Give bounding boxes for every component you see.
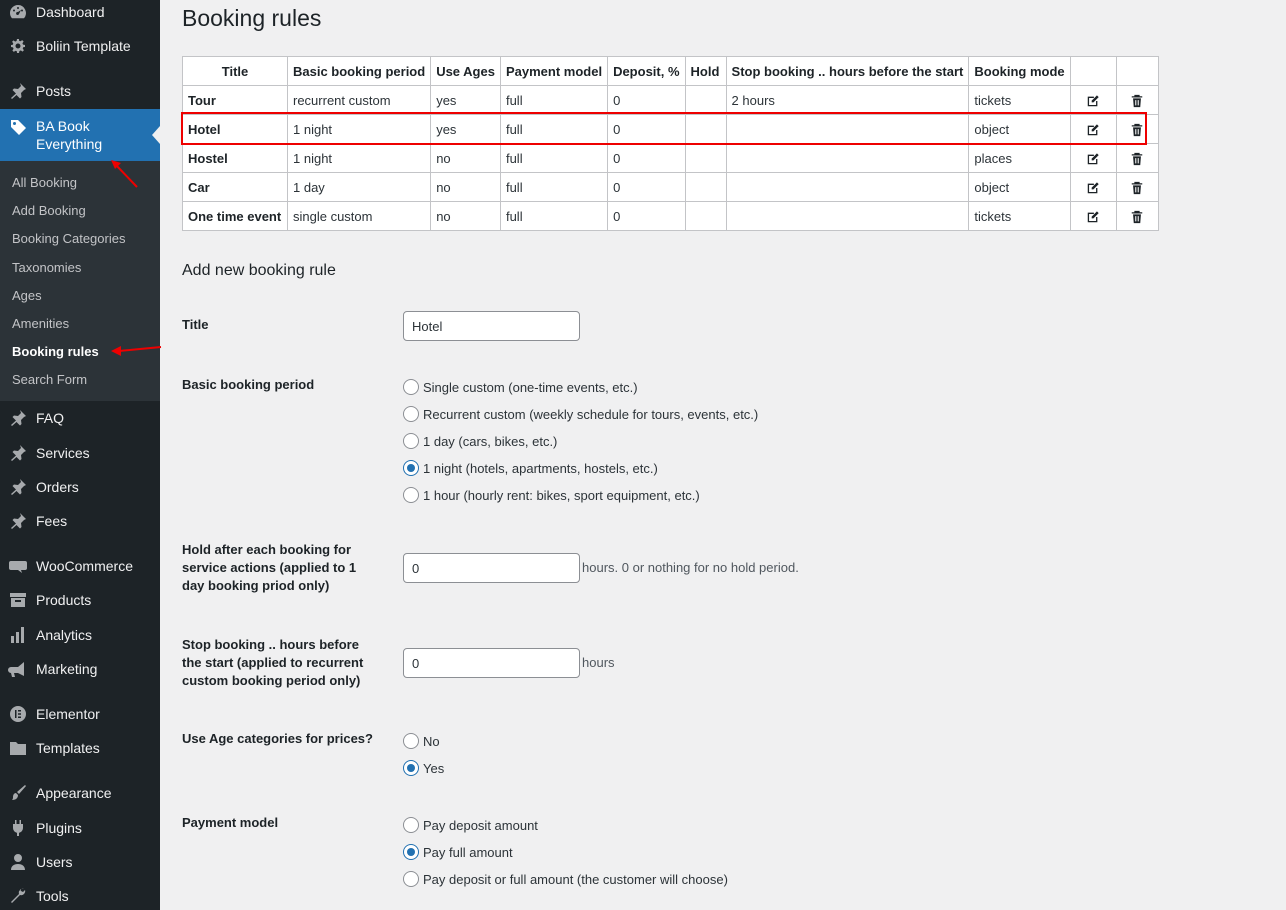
wrench-icon	[0, 886, 36, 906]
table-cell	[726, 202, 969, 231]
table-cell: 2 hours	[726, 86, 969, 115]
payment-model-label: Payment model	[182, 815, 279, 830]
column-header-period: Basic booking period	[288, 57, 431, 86]
table-cell: no	[431, 144, 501, 173]
table-cell: 1 night	[288, 144, 431, 173]
menu-item-elementor[interactable]: Elementor	[0, 697, 160, 731]
hold-hint: hours. 0 or nothing for no hold period.	[582, 560, 799, 575]
dashboard-icon	[0, 2, 36, 22]
delete-button[interactable]	[1116, 115, 1158, 144]
booking-rules-table	[182, 56, 1159, 231]
radio-button[interactable]	[403, 844, 419, 860]
radio-label: Yes	[423, 760, 445, 776]
stop-booking-label: Stop booking .. hours before the start (applied to recurrent custom booking period only)	[182, 637, 364, 688]
submenu-all-booking[interactable]: All Booking	[12, 175, 78, 190]
column-header-title: Title	[183, 57, 288, 86]
submenu-search-form[interactable]: Search Form	[12, 372, 88, 387]
megaphone-icon	[0, 659, 36, 679]
table-cell: recurrent custom	[288, 86, 431, 115]
table-cell	[685, 86, 726, 115]
menu-item-ba-book-everything[interactable]: BA Book Everything	[0, 109, 160, 161]
pin-icon	[0, 477, 36, 497]
use-ages-label: Use Age categories for prices?	[182, 731, 373, 746]
menu-item-appearance[interactable]: Appearance	[0, 776, 160, 810]
radio-label: 1 night (hotels, apartments, hostels, etc.)	[423, 460, 658, 476]
submenu-booking-rules[interactable]: Booking rules	[12, 344, 99, 359]
period-option[interactable]	[403, 433, 557, 449]
menu-item-faq[interactable]: FAQ	[0, 401, 160, 435]
menu-item-posts[interactable]: Posts	[0, 74, 160, 108]
table-cell: single custom	[288, 202, 431, 231]
edit-icon	[1086, 92, 1100, 107]
hold-input[interactable]	[403, 553, 580, 583]
radio-button[interactable]	[403, 406, 419, 422]
trash-icon	[1130, 150, 1144, 165]
period-option[interactable]	[403, 460, 658, 476]
submenu-booking-categories[interactable]: Booking Categories	[12, 231, 126, 246]
submenu-taxonomies[interactable]: Taxonomies	[12, 260, 82, 275]
edit-icon	[1086, 208, 1100, 223]
table-cell: 0	[608, 144, 685, 173]
menu-item-services[interactable]: Services	[0, 436, 160, 470]
menu-item-dashboard[interactable]: Dashboard	[0, 0, 160, 29]
menu-item-users[interactable]: Users	[0, 845, 160, 879]
radio-button[interactable]	[403, 433, 419, 449]
table-row	[183, 202, 1159, 231]
column-header-payment-model: Payment model	[500, 57, 607, 86]
folder-icon	[0, 738, 36, 758]
plug-icon	[0, 818, 36, 838]
user-icon	[0, 852, 36, 872]
elementor-icon	[0, 704, 36, 724]
annotation-arrow	[105, 340, 165, 360]
radio-label: 1 day (cars, bikes, etc.)	[423, 433, 558, 449]
submenu-add-booking[interactable]: Add Booking	[12, 203, 86, 218]
delete-button[interactable]	[1116, 144, 1158, 173]
table-cell: full	[500, 202, 607, 231]
menu-item-templates[interactable]: Templates	[0, 731, 160, 765]
period-label: Basic booking period	[182, 377, 315, 392]
use-ages-option[interactable]	[403, 760, 444, 776]
admin-sidebar	[0, 0, 160, 910]
current-menu-arrow	[152, 126, 160, 144]
radio-button[interactable]	[403, 460, 419, 476]
submenu-ages[interactable]: Ages	[12, 288, 42, 303]
table-cell: full	[500, 86, 607, 115]
table-cell	[685, 173, 726, 202]
radio-label: 1 hour (hourly rent: bikes, sport equipment, etc.)	[423, 487, 700, 503]
table-cell: no	[431, 202, 501, 231]
table-cell: full	[500, 144, 607, 173]
pin-icon	[0, 408, 36, 428]
edit-button[interactable]	[1070, 86, 1116, 115]
menu-item-products[interactable]: Products	[0, 583, 160, 617]
trash-icon	[1130, 92, 1144, 107]
radio-label: Pay deposit amount	[423, 817, 538, 833]
radio-button[interactable]	[403, 487, 419, 503]
table-cell: full	[500, 173, 607, 202]
column-header-delete	[1116, 57, 1158, 86]
brush-icon	[0, 783, 36, 803]
menu-item-marketing[interactable]: Marketing	[0, 652, 160, 686]
menu-item-boliin-template[interactable]: Boliin Template	[0, 29, 160, 63]
table-cell: yes	[431, 115, 501, 144]
menu-item-analytics[interactable]: Analytics	[0, 618, 160, 652]
trash-icon	[1130, 121, 1144, 136]
annotation-arrow	[105, 155, 145, 195]
rule-title-cell: Car	[183, 173, 288, 202]
table-cell	[685, 115, 726, 144]
table-row	[183, 86, 1159, 115]
column-header-booking-mode: Booking mode	[969, 57, 1070, 86]
payment-option[interactable]	[403, 817, 538, 833]
edit-button[interactable]	[1070, 115, 1116, 144]
radio-button[interactable]	[403, 760, 419, 776]
pin-icon	[0, 511, 36, 531]
stop-booking-hint: hours	[582, 655, 615, 670]
archive-icon	[0, 590, 36, 610]
table-cell: full	[500, 115, 607, 144]
radio-button[interactable]	[403, 871, 419, 887]
edit-button[interactable]	[1070, 202, 1116, 231]
payment-option[interactable]	[403, 871, 728, 887]
menu-item-plugins[interactable]: Plugins	[0, 811, 160, 845]
edit-button[interactable]	[1070, 144, 1116, 173]
page-title: Booking rules	[182, 5, 322, 31]
column-header-hold: Hold	[685, 57, 726, 86]
radio-label: Single custom (one-time events, etc.)	[423, 379, 638, 395]
use-ages-option[interactable]	[403, 733, 440, 749]
stop-booking-input[interactable]	[403, 648, 580, 678]
menu-item-fees[interactable]: Fees	[0, 504, 160, 538]
hold-label: Hold after each booking for service actions (applied to 1 day booking priod only)	[182, 542, 357, 593]
edit-icon	[1086, 150, 1100, 165]
table-cell: 0	[608, 115, 685, 144]
rule-title-cell: One time event	[183, 202, 288, 231]
column-header-use-ages: Use Ages	[431, 57, 501, 86]
table-cell: object	[969, 173, 1070, 202]
radio-button[interactable]	[403, 733, 419, 749]
gear-icon	[0, 36, 36, 56]
table-cell: places	[969, 144, 1070, 173]
table-row	[183, 115, 1159, 144]
rule-title-cell: Hotel	[183, 115, 288, 144]
radio-button[interactable]	[403, 379, 419, 395]
period-option[interactable]	[403, 379, 638, 395]
title-label: Title	[182, 317, 209, 332]
radio-button[interactable]	[403, 817, 419, 833]
chart-bar-icon	[0, 625, 36, 645]
menu-item-woocommerce[interactable]: WooCommerce	[0, 549, 160, 583]
table-row	[183, 144, 1159, 173]
form-title: Add new booking rule	[182, 262, 336, 279]
menu-item-orders[interactable]: Orders	[0, 470, 160, 504]
radio-label: No	[423, 733, 440, 749]
rule-title-cell: Tour	[183, 86, 288, 115]
pin-icon	[0, 81, 36, 101]
radio-label: Pay full amount	[423, 844, 513, 860]
table-cell: object	[969, 115, 1070, 144]
table-cell: 0	[608, 202, 685, 231]
period-option[interactable]	[403, 487, 700, 503]
column-header-stop-booking: Stop booking .. hours before the start	[726, 57, 969, 86]
column-header-deposit: Deposit, %	[608, 57, 685, 86]
submenu-amenities[interactable]: Amenities	[12, 316, 70, 331]
pin-icon	[0, 443, 36, 463]
table-cell: tickets	[969, 202, 1070, 231]
table-cell: tickets	[969, 86, 1070, 115]
table-cell: 1 day	[288, 173, 431, 202]
trash-icon	[1130, 208, 1144, 223]
table-row	[183, 173, 1159, 202]
radio-label: Recurrent custom (weekly schedule for tours, events, etc.)	[423, 406, 759, 422]
edit-icon	[1086, 179, 1100, 194]
table-cell	[726, 173, 969, 202]
rule-title-cell: Hostel	[183, 144, 288, 173]
table-cell: no	[431, 173, 501, 202]
table-cell: yes	[431, 86, 501, 115]
trash-icon	[1130, 179, 1144, 194]
submenu	[0, 161, 160, 401]
column-header-edit	[1070, 57, 1116, 86]
radio-label: Pay deposit or full amount (the customer will choose)	[423, 871, 728, 887]
table-header-row	[183, 57, 1159, 86]
table-cell	[726, 115, 969, 144]
table-cell: 0	[608, 86, 685, 115]
period-option[interactable]	[403, 406, 758, 422]
title-input[interactable]	[403, 311, 580, 341]
payment-option[interactable]	[403, 844, 513, 860]
main-content	[160, 0, 1286, 910]
table-cell	[685, 202, 726, 231]
edit-button[interactable]	[1070, 173, 1116, 202]
tag-icon	[0, 109, 36, 137]
edit-icon	[1086, 121, 1100, 136]
table-cell: 1 night	[288, 115, 431, 144]
delete-button[interactable]	[1116, 173, 1158, 202]
delete-button[interactable]	[1116, 202, 1158, 231]
menu-item-tools[interactable]: Tools	[0, 879, 160, 910]
delete-button[interactable]	[1116, 86, 1158, 115]
table-cell	[685, 144, 726, 173]
table-cell: 0	[608, 173, 685, 202]
woo-icon	[0, 556, 36, 576]
table-cell	[726, 144, 969, 173]
